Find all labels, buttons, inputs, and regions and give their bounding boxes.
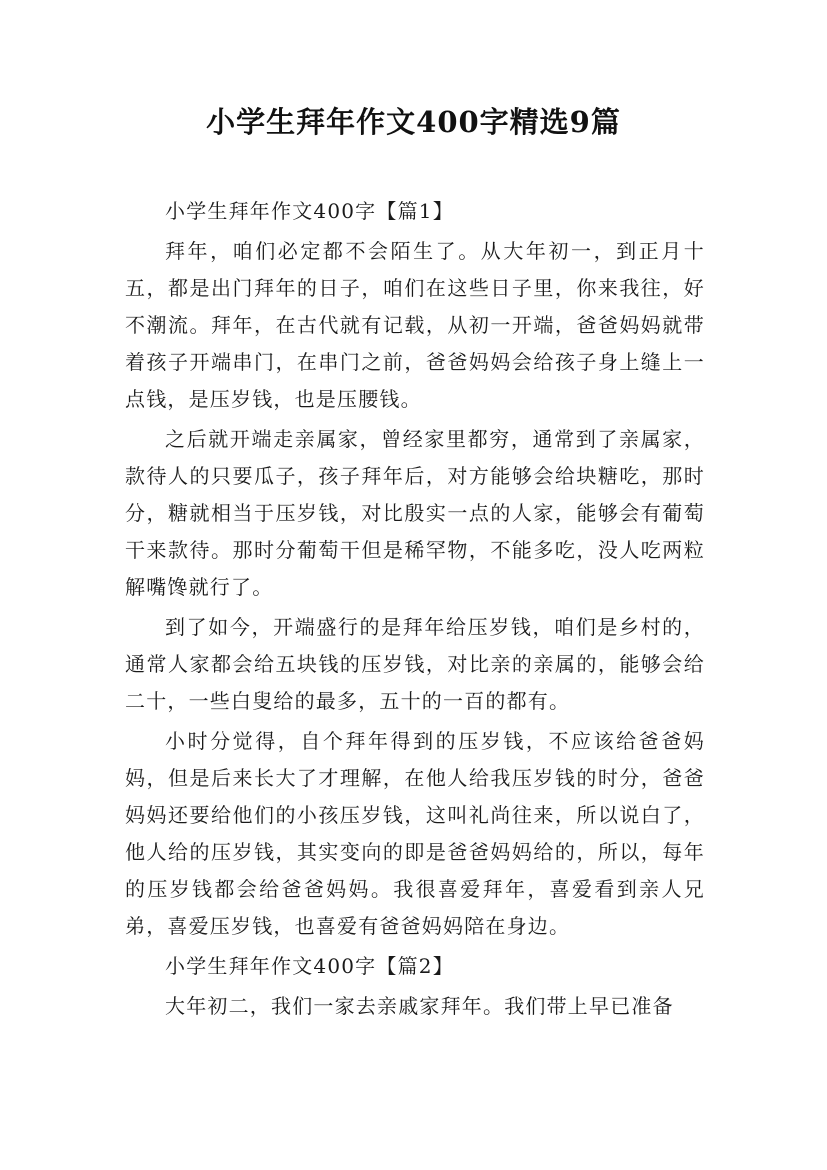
document-body xyxy=(125,193,705,1028)
paragraph: 之后就开端走亲属家，曾经家里都穷，通常到了亲属家，款待人的只要瓜子，孩子拜年后，对方能够会给块糖吃，那时分，糖就相当于压岁钱，对比殷实一点的人家，能够会有葡萄干来款待。那时分葡萄干但是稀罕物，不能多吃，没人吃两粒解嘴馋就行了。 xyxy=(125,427,705,599)
section-heading-2: 小学生拜年作文400字【篇2】 xyxy=(165,954,454,978)
paragraph: 拜年，咱们必定都不会陌生了。从大年初一，到正月十五，都是出门拜年的日子，咱们在这些日子里，你来我往，好不潮流。拜年，在古代就有记载，从初一开端，爸爸妈妈就带着孩子开端串门，在串门之前，爸爸妈妈会给孩子身上缝上一点钱，是压岁钱，也是压腰钱。 xyxy=(125,239,705,411)
section-heading-1: 小学生拜年作文400字【篇1】 xyxy=(165,199,454,223)
paragraph: 小时分觉得，自个拜年得到的压岁钱，不应该给爸爸妈妈，但是后来长大了才理解，在他人给我压岁钱的时分，爸爸妈妈还要给他们的小孩压岁钱，这叫礼尚往来，所以说白了，他人给的压岁钱，其实变向的即是爸爸妈妈给的，所以，每年的压岁钱都会给爸爸妈妈。我很喜爱拜年，喜爱看到亲人兄弟，喜爱压岁钱，也喜爱有爸爸妈妈陪在身边。 xyxy=(125,729,705,938)
paragraph: 大年初二，我们一家去亲戚家拜年。我们带上早已准备 xyxy=(165,994,674,1018)
paragraph: 到了如今，开端盛行的是拜年给压岁钱，咱们是乡村的，通常人家都会给五块钱的压岁钱，对比亲的亲属的，能够会给二十，一些白叟给的最多，五十的一百的都有。 xyxy=(125,615,705,713)
document-title: 小学生拜年作文400字精选9篇 xyxy=(206,105,621,139)
